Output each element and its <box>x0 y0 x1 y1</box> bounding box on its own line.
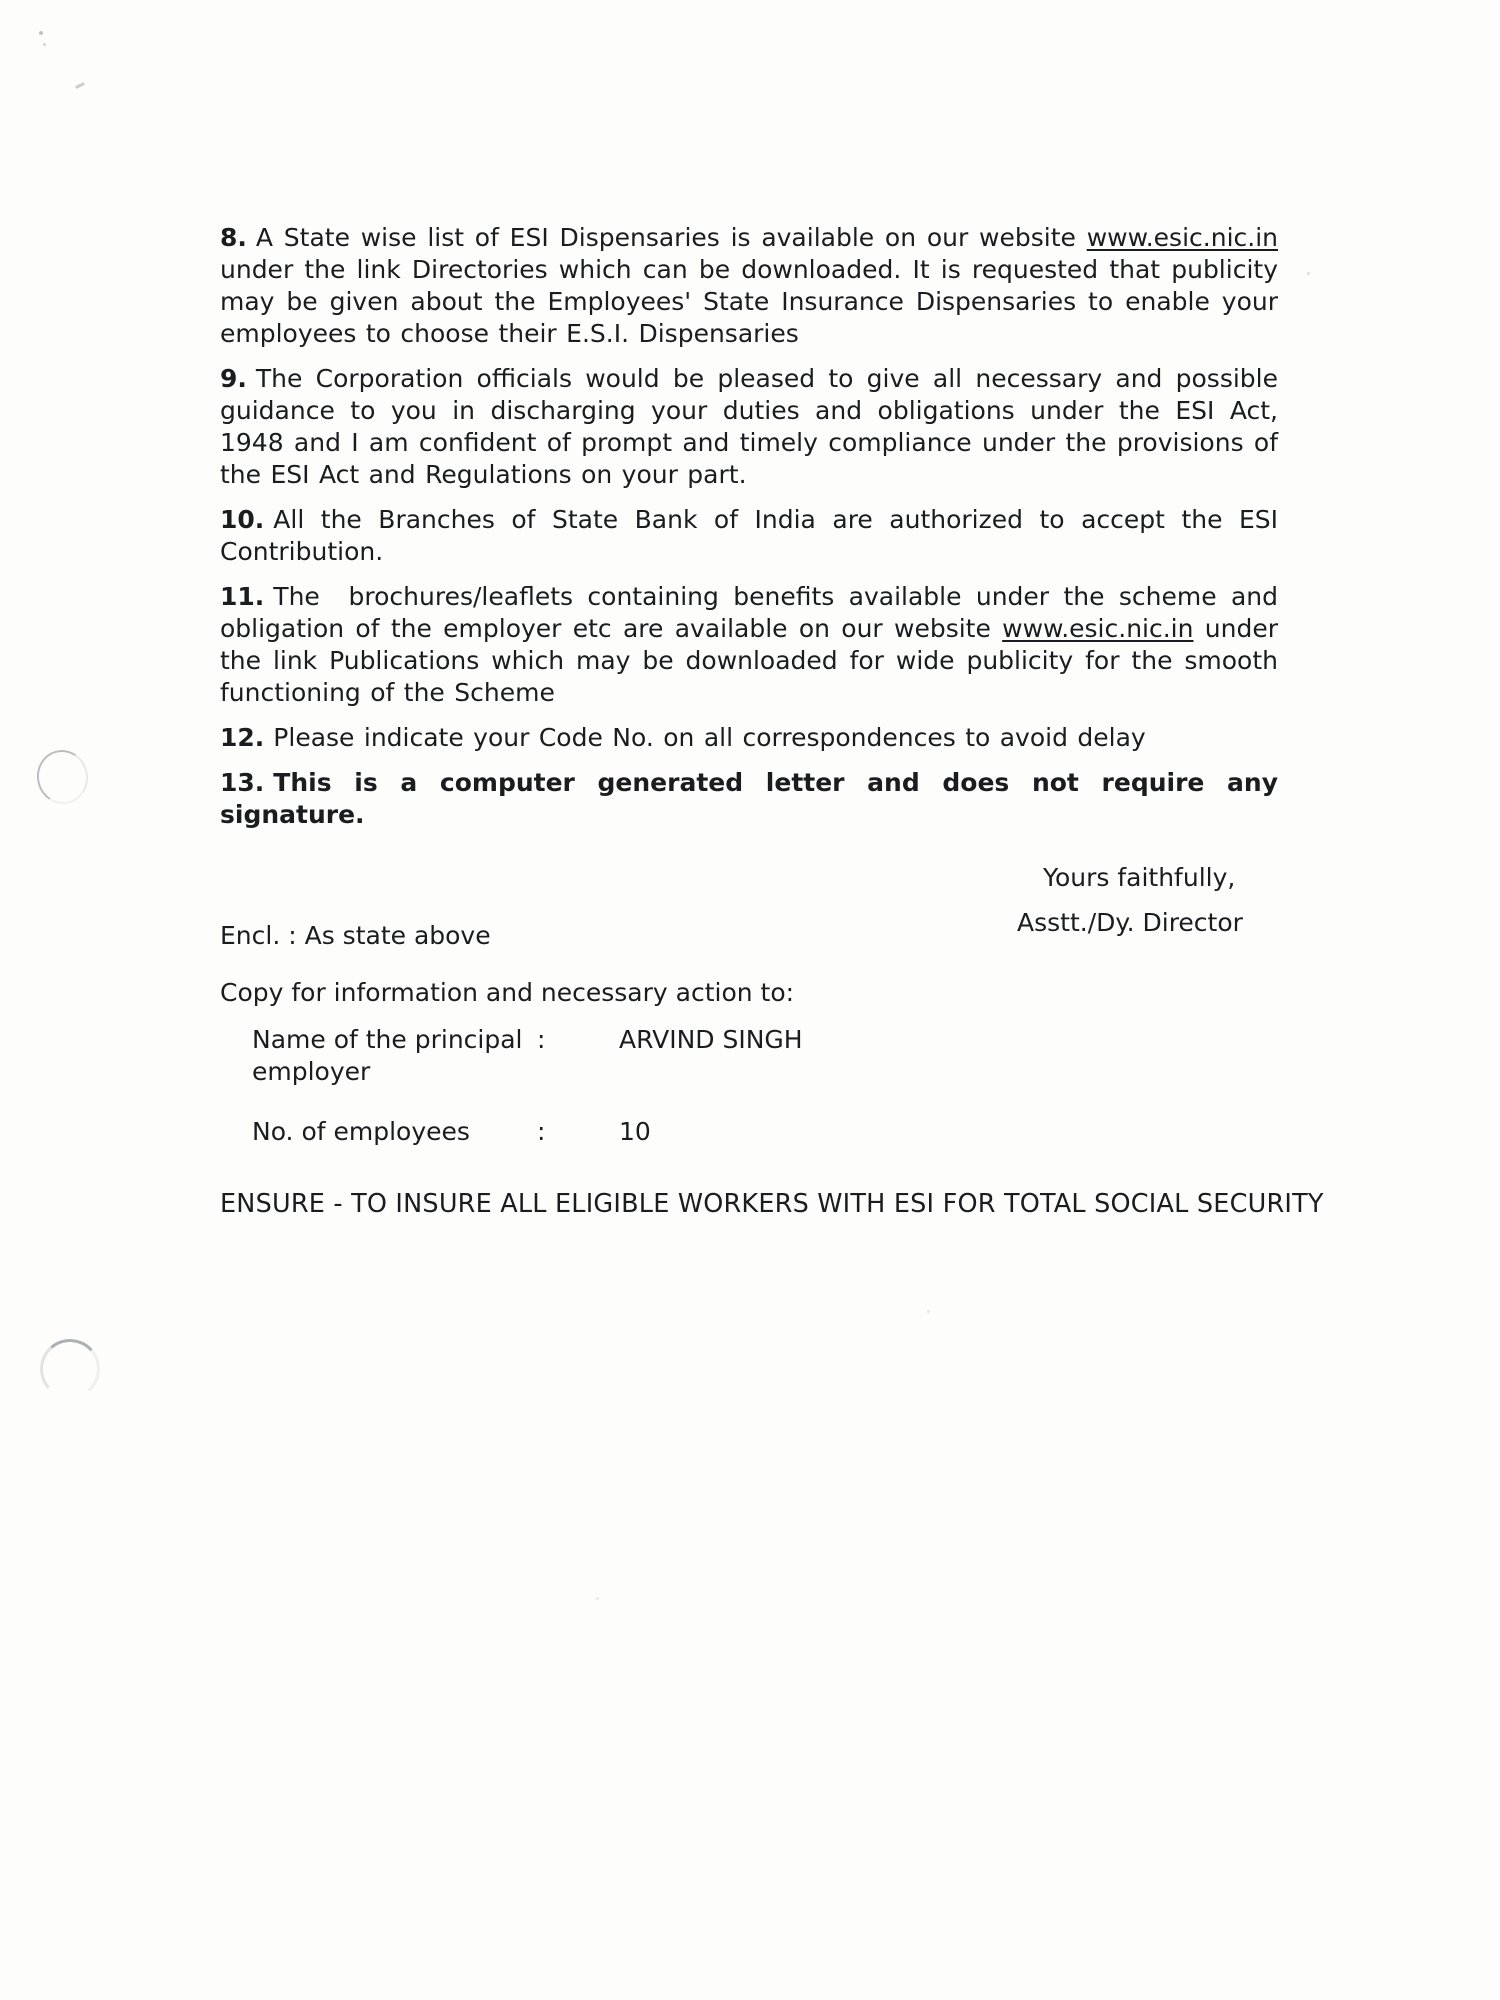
paragraph-12 <box>220 722 1278 754</box>
field-principal-employer <box>252 1024 1278 1088</box>
paragraph-text: under the link Publications which may be downloaded for wide publicity for the smooth functioning of the Scheme <box>220 614 1278 707</box>
footer-slogan: ENSURE - TO INSURE ALL ELIGIBLE WORKERS WITH ESI FOR TOTAL SOCIAL SECURITY <box>220 1189 1324 1219</box>
scan-speckle <box>1307 272 1310 275</box>
scan-speckle <box>927 1310 930 1313</box>
paragraph-text: This is a computer generated letter and does not require any signature. <box>220 768 1278 829</box>
paragraph-text: Please indicate your Code No. on all correspondences to avoid delay <box>273 723 1146 752</box>
scan-speckle <box>43 43 46 46</box>
paragraph-10 <box>220 504 1278 568</box>
scan-speckle <box>39 31 43 35</box>
paragraph-11 <box>220 581 1278 709</box>
letter-body <box>220 222 1324 1220</box>
esic-website-link[interactable]: www.esic.nic.in <box>1002 614 1194 643</box>
paragraph-text: under the link Directories which can be downloaded. It is requested that publicity may be given about the Employees' State Insurance Dispensaries to enable your employees to choose their E.S.I. Dispensaries <box>220 255 1278 348</box>
esic-website-link[interactable]: www.esic.nic.in <box>1086 223 1278 252</box>
field-label: No. of employees <box>252 1117 470 1146</box>
paragraph-number: 13. <box>220 768 265 797</box>
paragraph-text: The Corporation officials would be pleased to give all necessary and possible guidance to you in discharging your duties and obligations under the ESI Act, 1948 and I am confident of prompt and timely compliance under the provisions of the ESI Act and Regulations on your part. <box>220 364 1278 489</box>
signatory-title: Asstt./Dy. Director <box>1017 908 1243 937</box>
paragraph-number: 12. <box>220 723 265 752</box>
field-label: Name of the principal employer <box>252 1025 523 1086</box>
principal-employer-value: ARVIND SINGH <box>619 1025 803 1054</box>
punch-hole-mark-bottom <box>38 1337 102 1401</box>
enclosure-note: Encl. : As state above <box>220 921 491 950</box>
field-colon: : <box>537 1025 546 1054</box>
paragraph-text: The brochures/leaflets containing benefits available under the scheme and obligation of the employer etc are available on our website <box>220 582 1278 643</box>
employer-fields <box>252 1024 1278 1148</box>
field-employee-count <box>252 1116 1278 1148</box>
paragraph-8 <box>220 222 1278 350</box>
paragraph-number: 9. <box>220 364 247 393</box>
field-colon: : <box>537 1117 546 1146</box>
paragraph-number: 11. <box>220 582 265 611</box>
paragraph-number: 8. <box>220 223 247 252</box>
paragraph-number: 10. <box>220 505 265 534</box>
employee-count-value: 10 <box>619 1117 651 1146</box>
paragraph-text: All the Branches of State Bank of India are authorized to accept the ESI Contribution. <box>220 505 1278 566</box>
copy-note: Copy for information and necessary action to: <box>220 978 795 1007</box>
valediction: Yours faithfully, <box>1043 863 1236 892</box>
signature-row <box>220 908 1278 954</box>
punch-hole-mark-top <box>32 745 93 808</box>
paragraph-9 <box>220 363 1278 491</box>
scan-speckle <box>75 82 85 89</box>
paragraph-13 <box>220 767 1278 831</box>
scan-speckle <box>596 1597 599 1600</box>
paragraph-text: A State wise list of ESI Dispensaries is available on our website <box>255 223 1087 252</box>
